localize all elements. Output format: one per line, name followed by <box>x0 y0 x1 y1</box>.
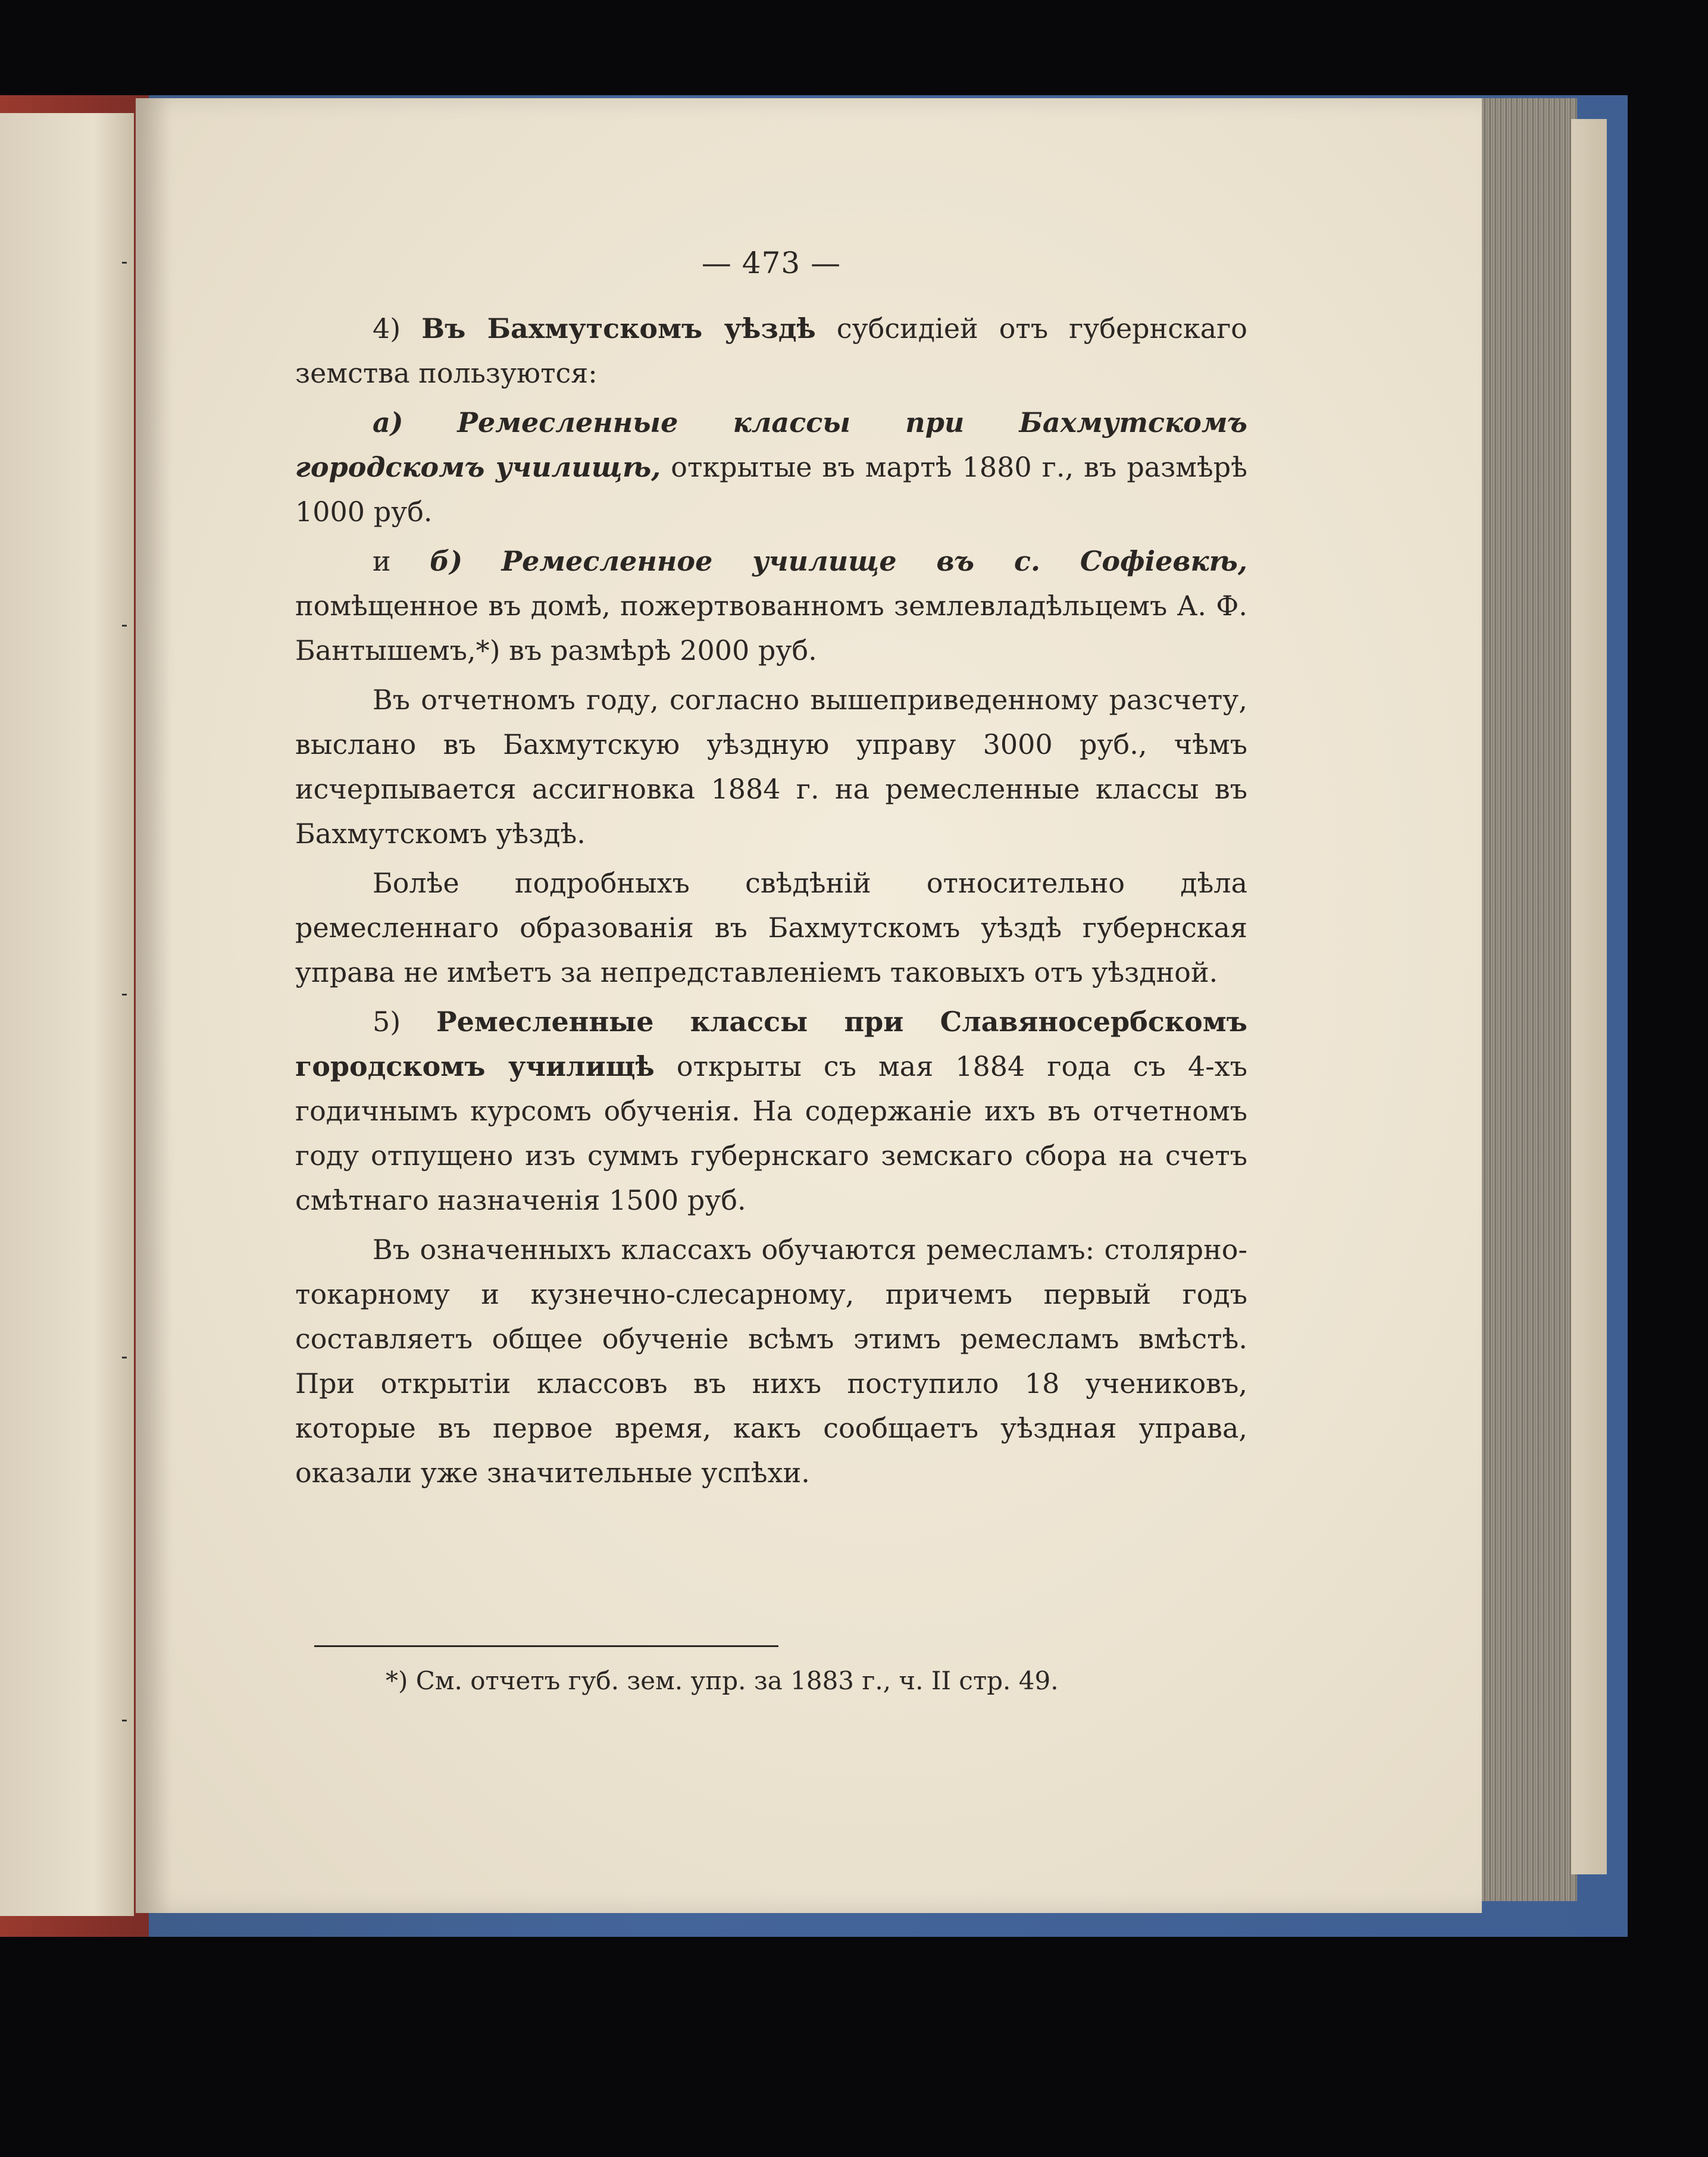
paragraph-details: Болѣе подробныхъ свѣдѣній относительно дѣла ремесленнаго образованія въ Бахмутскомъ уѣздѣ губернская управа не имѣетъ за непредставленіемъ таковыхъ отъ уѣздной. <box>295 867 1247 988</box>
footnote-rule <box>314 1645 778 1647</box>
paragraph-text: субсидіей отъ губернскаго земства пользуются: <box>295 312 1248 389</box>
page-stack-edges <box>1476 98 1577 1901</box>
paragraph-text: открыты съ мая 1884 года съ 4-хъ годичнымъ курсомъ обученія. На содержаніе ихъ въ отчетномъ году отпущено изъ суммъ губернскаго земскаго сбора на счетъ смѣтнаго назначенія 1500 руб. <box>295 1050 1247 1216</box>
institution-name: Ремесленное училище въ с. Софіевкѣ, <box>501 545 1247 577</box>
book-page <box>136 98 1482 1913</box>
margin-mark <box>122 994 127 995</box>
item-number: 4) <box>373 312 401 345</box>
paragraph-bakhmut-intro <box>295 306 1247 396</box>
district-heading: Въ Бахмутскомъ уѣздѣ <box>421 312 816 345</box>
item-letter: б) <box>430 545 463 577</box>
paragraph-item-a <box>295 400 1247 534</box>
paragraph-text: помѣщенное въ домѣ, пожертвованномъ землевладѣльцемъ А. Ф. Бантышемъ,*) въ размѣрѣ 2000 руб. <box>295 590 1247 666</box>
paragraph-slavyanoserbsk <box>295 1000 1247 1223</box>
margin-mark <box>122 625 127 627</box>
conjunction: и <box>373 545 391 577</box>
margin-mark <box>122 262 127 264</box>
left-page-edge <box>0 113 134 1916</box>
margin-mark <box>122 1357 127 1358</box>
item-letter: а) <box>373 406 403 439</box>
gutter-shadow <box>136 98 171 1913</box>
institution-name: Ремесленные классы при Бахмутскомъ городскомъ училищѣ, <box>295 406 1247 483</box>
paragraph-report-year: Въ отчетномъ году, согласно вышеприведенному разсчету, выслано въ Бахмутскую уѣздную управу 3000 руб., чѣмъ исчерпывается ассигновка 1884 г. на ремесленные классы въ Бахмутскомъ уѣздѣ. <box>295 684 1247 850</box>
footnote: *) См. отчетъ губ. зем. упр. за 1883 г., ч. II стр. 49. <box>386 1666 1059 1695</box>
paragraph-item-b <box>295 539 1247 673</box>
back-cover-edge <box>1571 119 1607 1874</box>
paragraph-trades: Въ означенныхъ классахъ обучаются ремесламъ: столярно-токарному и кузнечно-слесарному, причемъ первый годъ составляетъ общее обученіе всѣмъ этимъ ремесламъ вмѣстѣ. При открытіи классовъ въ нихъ поступило 18 учениковъ, которые въ первое время, какъ сообщаетъ уѣздная управа, оказали уже значительные успѣхи. <box>295 1234 1247 1489</box>
institution-heading: Ремесленные классы при Славяносербскомъ городскомъ училищѣ <box>295 1006 1248 1082</box>
paragraph-text: открытые въ мартѣ 1880 г., въ размѣрѣ 1000 руб. <box>295 451 1247 528</box>
margin-mark <box>122 1720 127 1721</box>
page-number: — 473 — <box>701 246 842 280</box>
page-text <box>295 241 1247 1500</box>
item-number: 5) <box>373 1006 401 1038</box>
